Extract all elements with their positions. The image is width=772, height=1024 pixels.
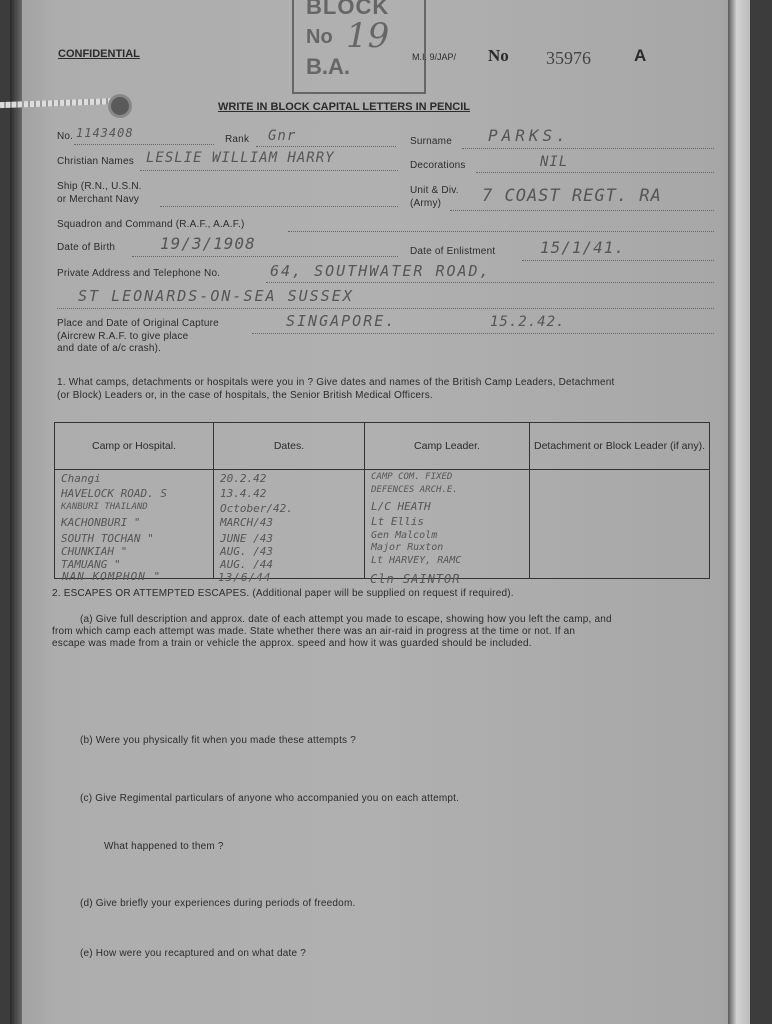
question1-line1: 1. What camps, detachments or hospitals were you in ? Give dates and names of the British Camp Leaders, Detachment (57, 377, 615, 388)
leader-entry: DEFENCES ARCH.E. (371, 485, 458, 495)
col-dates: Dates. (214, 423, 365, 470)
date-entry: AUG. /44 (220, 558, 273, 571)
extra-date-entry: 13/6/44 (218, 571, 272, 584)
question2-e: (e) How were you recaptured and on what date ? (80, 948, 306, 959)
squadron-label: Squadron and Command (R.A.F., A.A.F.) (57, 219, 245, 230)
block-stamp (292, 0, 426, 94)
capture-date-value: 15.2.42. (490, 314, 566, 330)
question2-b: (b) Were you physically fit when you made these attempts ? (80, 735, 356, 746)
enlistment-value: 15/1/41. (540, 238, 626, 257)
date-entry: JUNE /43 (220, 532, 273, 545)
camp-entry: CHUNKIAH " (61, 545, 128, 558)
leader-entry: L/C HEATH (371, 500, 431, 513)
question1-line2: (or Block) Leaders or, in the case of hospitals, the Senior British Medical Officers. (57, 390, 433, 401)
address-value-line1: 64, SOUTHWATER ROAD, (270, 262, 491, 280)
no-label: No (488, 46, 509, 65)
capture-place-value: SINGAPORE. (286, 312, 397, 330)
dates-cell (214, 470, 365, 579)
question2-c-followup: What happened to them ? (104, 841, 224, 852)
stamp-line1: BLOCK (306, 0, 390, 19)
unit-label-2: (Army) (410, 198, 442, 209)
rank-label: Rank (225, 134, 250, 145)
camps-table (54, 422, 710, 579)
question2-a-line3: escape was made from a train or vehicle the approx. speed and how it was guarded should be included. (52, 638, 532, 649)
camp-entry: KANBURI THAILAND (61, 502, 148, 512)
question2-d: (d) Give briefly your experiences during periods of freedom. (80, 898, 356, 909)
question2-a-line2: from which camp each attempt was made. State whether there was an air-raid in progress at the time or not. If an (52, 626, 576, 637)
question2-c: (c) Give Regimental particulars of anyone who accompanied you on each attempt. (80, 793, 460, 804)
capture-label-3: and date of a/c crash). (57, 343, 162, 354)
table-row (55, 470, 710, 579)
ship-label: Ship (R.N., U.S.N. (57, 181, 142, 192)
serial-number: 35976 (546, 48, 591, 68)
page-edge (728, 0, 750, 1024)
extra-leader-entry: Cln SAINTOR (370, 572, 461, 586)
capture-label: Place and Date of Original Capture (57, 318, 219, 329)
date-entry: 20.2.42 (220, 472, 267, 485)
dob-label: Date of Birth (57, 242, 116, 253)
no-field-value: 1143408 (76, 126, 134, 140)
date-entry: MARCH/43 (220, 516, 273, 529)
date-entry: October/42. (220, 502, 293, 515)
ref-label: M.I. 9/JAP/ (412, 52, 457, 62)
camp-cell (55, 470, 214, 579)
col-detachment: Detachment or Block Leader (if any). (530, 423, 710, 470)
capture-label-2: (Aircrew R.A.F. to give place (57, 331, 189, 342)
eyelet-hole (108, 94, 132, 118)
detachment-cell (530, 470, 710, 579)
stamp-line2: No (306, 26, 333, 48)
surname-label: Surname (410, 136, 452, 147)
leader-entry: Gen Malcolm (371, 530, 438, 541)
date-entry: AUG. /43 (220, 545, 273, 558)
decorations-value: NIL (540, 154, 569, 170)
ship-label-2: or Merchant Navy (57, 194, 140, 205)
unit-value: 7 COAST REGT. RA (482, 186, 662, 206)
col-leader: Camp Leader. (365, 423, 530, 470)
extra-camp-entry: NAN KOMPHON " (62, 570, 162, 583)
camp-entry: TAMUANG " (61, 558, 121, 571)
camp-entry: SOUTH TOCHAN " (61, 532, 154, 545)
unit-label: Unit & Div. (410, 185, 459, 196)
date-entry: 13.4.42 (220, 487, 267, 500)
leader-entry: CAMP COM. FIXED (371, 472, 453, 482)
question2-a-line1: (a) Give full description and approx. date of each attempt you made to escape, showing how you left the camp, and (80, 614, 612, 625)
table-header-row (55, 423, 710, 470)
dob-value: 19/3/1908 (160, 234, 256, 253)
question2-title: 2. ESCAPES OR ATTEMPTED ESCAPES. (Additional paper will be supplied on request if required). (52, 588, 514, 599)
camp-entry: KACHONBURI " (61, 516, 141, 529)
christian-names-label: Christian Names (57, 156, 134, 167)
serial-suffix: A (634, 46, 647, 65)
binding-edge (10, 0, 22, 1024)
decorations-label: Decorations (410, 160, 466, 171)
no-field-label: No. (57, 131, 74, 142)
enlistment-label: Date of Enlistment (410, 246, 496, 257)
confidential-label: CONFIDENTIAL (58, 48, 140, 60)
stamp-number: 19 (346, 16, 390, 56)
camp-entry: HAVELOCK ROAD. S (61, 487, 167, 500)
address-value-line2: ST LEONARDS-ON-SEA SUSSEX (78, 287, 354, 305)
stamp-line3: B.A. (306, 54, 350, 79)
surname-value: PARKS. (488, 126, 570, 145)
camp-entry: Changi (61, 472, 101, 485)
leader-entry: Major Ruxton (371, 542, 444, 553)
leader-entry: Lt HARVEY, RAMC (371, 555, 462, 566)
address-label: Private Address and Telephone No. (57, 268, 221, 279)
rank-value: Gnr (268, 128, 297, 144)
leader-cell (365, 470, 530, 579)
leader-entry: Lt Ellis (371, 515, 424, 528)
col-camp: Camp or Hospital. (55, 423, 214, 470)
christian-names-value: LESLIE WILLIAM HARRY (146, 150, 335, 166)
instruction-heading: WRITE IN BLOCK CAPITAL LETTERS IN PENCIL (218, 101, 470, 113)
